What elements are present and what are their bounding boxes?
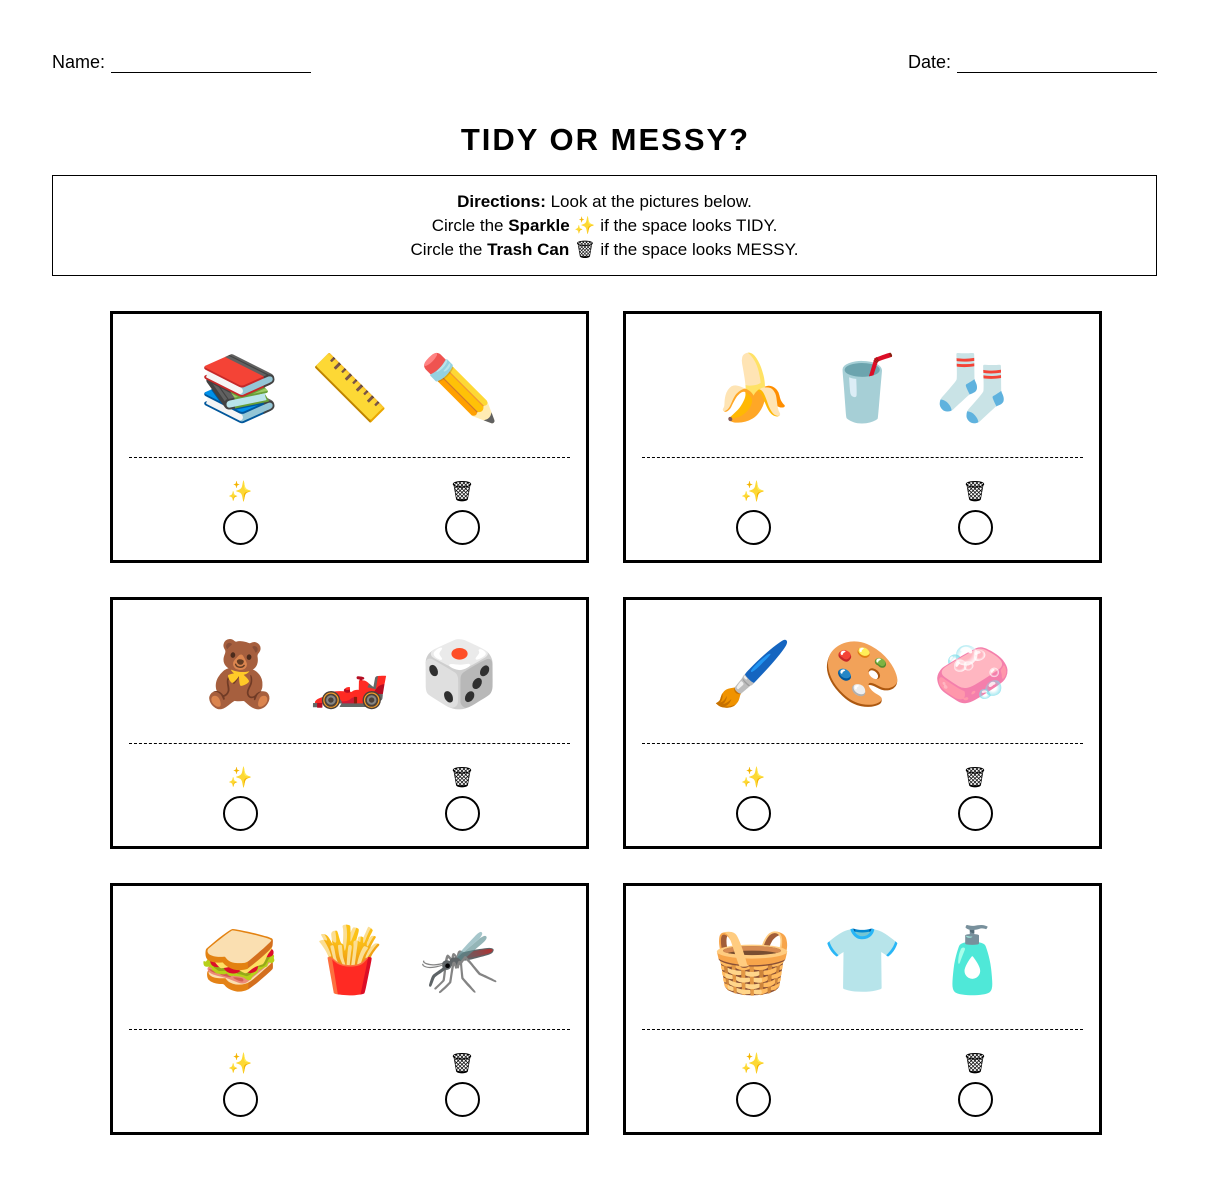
trash-can-icon: 🗑 bbox=[449, 1053, 475, 1075]
messy-answer-circle[interactable] bbox=[958, 510, 993, 545]
picture-card bbox=[623, 883, 1102, 1135]
banana-icon: 🍌 bbox=[712, 352, 793, 424]
basket-icon: 🧺 bbox=[712, 924, 793, 996]
t-shirt-icon: 👕 bbox=[822, 924, 903, 996]
tidy-answer-circle[interactable] bbox=[736, 796, 771, 831]
pencil-icon: ✏️ bbox=[419, 352, 500, 424]
messy-answer-circle[interactable] bbox=[958, 1082, 993, 1117]
dashed-divider bbox=[642, 743, 1083, 744]
messy-choice bbox=[955, 480, 995, 545]
name-field bbox=[52, 52, 311, 73]
directions-text: Look at the pictures below. bbox=[545, 192, 752, 211]
sparkle-icon: ✨ bbox=[227, 1053, 253, 1075]
trash-can-icon: 🗑 bbox=[574, 240, 596, 259]
picture-card bbox=[110, 883, 589, 1135]
directions-text: if the space looks TIDY. bbox=[595, 216, 778, 235]
paintbrush-icon: 🖌️ bbox=[712, 638, 793, 710]
tidy-choice bbox=[220, 480, 260, 545]
sparkle-icon: ✨ bbox=[740, 1053, 766, 1075]
name-label: Name: bbox=[52, 52, 106, 72]
tidy-choice bbox=[733, 1052, 773, 1117]
picture-card bbox=[623, 597, 1102, 849]
trash-can-icon: 🗑 bbox=[449, 767, 475, 789]
sandwich-icon: 🥪 bbox=[199, 924, 280, 996]
pictures-row bbox=[113, 634, 586, 714]
directions-box bbox=[52, 175, 1157, 276]
messy-answer-circle[interactable] bbox=[445, 1082, 480, 1117]
date-field bbox=[908, 52, 1157, 73]
dashed-divider bbox=[642, 457, 1083, 458]
books-icon: 📚 bbox=[199, 352, 280, 424]
messy-choice bbox=[955, 1052, 995, 1117]
directions-text: Circle the bbox=[431, 216, 509, 235]
tidy-answer-circle[interactable] bbox=[223, 510, 258, 545]
trash-can-icon: 🗑 bbox=[962, 481, 988, 503]
trash-can-icon: 🗑 bbox=[449, 481, 475, 503]
cup-with-straw-icon: 🥤 bbox=[822, 352, 903, 424]
picture-card bbox=[623, 311, 1102, 563]
dashed-divider bbox=[129, 743, 570, 744]
ruler-icon: 📏 bbox=[309, 352, 390, 424]
pictures-row bbox=[626, 348, 1099, 428]
palette-icon: 🎨 bbox=[822, 638, 903, 710]
dashed-divider bbox=[642, 1029, 1083, 1030]
sparkle-icon: ✨ bbox=[227, 767, 253, 789]
trash-can-icon: 🗑 bbox=[962, 1053, 988, 1075]
tidy-choice bbox=[733, 766, 773, 831]
racing-car-icon: 🏎️ bbox=[309, 638, 390, 710]
messy-choice bbox=[955, 766, 995, 831]
soap-icon: 🧼 bbox=[932, 638, 1013, 710]
directions-text: if the space looks MESSY. bbox=[595, 240, 799, 259]
sparkle-icon: ✨ bbox=[574, 216, 596, 235]
dashed-divider bbox=[129, 457, 570, 458]
messy-choice bbox=[442, 1052, 482, 1117]
pictures-row bbox=[626, 634, 1099, 714]
date-label: Date: bbox=[908, 52, 952, 72]
messy-answer-circle[interactable] bbox=[958, 796, 993, 831]
die-icon: 🎲 bbox=[419, 638, 500, 710]
fries-icon: 🍟 bbox=[309, 924, 390, 996]
pictures-row bbox=[626, 920, 1099, 1000]
tidy-answer-circle[interactable] bbox=[223, 796, 258, 831]
sparkle-icon: ✨ bbox=[740, 767, 766, 789]
lotion-bottle-icon: 🧴 bbox=[932, 924, 1013, 996]
tidy-choice bbox=[220, 1052, 260, 1117]
dashed-divider bbox=[129, 1029, 570, 1030]
pictures-row bbox=[113, 920, 586, 1000]
tidy-choice bbox=[733, 480, 773, 545]
trash-can-word: Trash Can bbox=[487, 240, 570, 259]
directions-label: Directions: bbox=[457, 192, 546, 211]
sparkle-icon: ✨ bbox=[227, 481, 253, 503]
name-line[interactable] bbox=[111, 56, 311, 73]
pictures-row bbox=[113, 348, 586, 428]
teddy-bear-icon: 🧸 bbox=[199, 638, 280, 710]
messy-answer-circle[interactable] bbox=[445, 510, 480, 545]
picture-card bbox=[110, 311, 589, 563]
mosquito-icon: 🦟 bbox=[419, 924, 500, 996]
date-line[interactable] bbox=[957, 56, 1157, 73]
messy-choice bbox=[442, 480, 482, 545]
tidy-choice bbox=[220, 766, 260, 831]
messy-choice bbox=[442, 766, 482, 831]
page-title: TIDY OR MESSY? bbox=[460, 122, 751, 157]
tidy-answer-circle[interactable] bbox=[736, 1082, 771, 1117]
directions-text: Circle the bbox=[410, 240, 488, 259]
sparkle-icon: ✨ bbox=[740, 481, 766, 503]
messy-answer-circle[interactable] bbox=[445, 796, 480, 831]
tidy-answer-circle[interactable] bbox=[223, 1082, 258, 1117]
sparkle-word: Sparkle bbox=[508, 216, 570, 235]
tidy-answer-circle[interactable] bbox=[736, 510, 771, 545]
picture-card bbox=[110, 597, 589, 849]
socks-icon: 🧦 bbox=[932, 352, 1013, 424]
trash-can-icon: 🗑 bbox=[962, 767, 988, 789]
